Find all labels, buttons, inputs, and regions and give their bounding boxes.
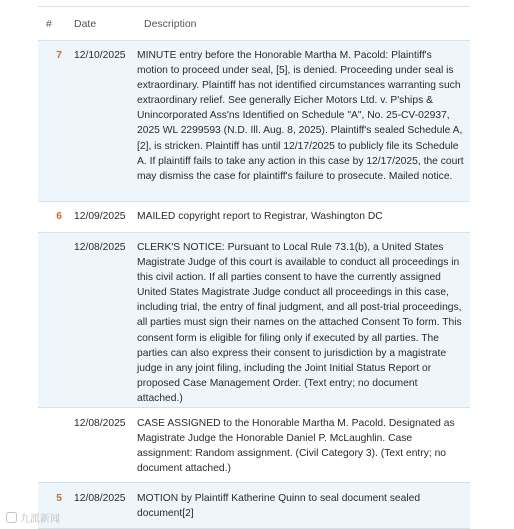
entry-number[interactable]: 5 xyxy=(56,493,62,504)
header-number: # xyxy=(46,17,52,30)
entry-date: 12/08/2025 xyxy=(74,493,126,504)
entry-date: 12/08/2025 xyxy=(74,242,126,253)
entry-date: 12/10/2025 xyxy=(74,50,126,61)
table-row xyxy=(38,408,470,483)
table-row xyxy=(38,202,470,233)
table-row xyxy=(38,233,470,408)
entry-number[interactable]: 7 xyxy=(56,50,62,61)
header-description: Description xyxy=(144,17,197,30)
entry-description: CASE ASSIGNED to the Honorable Martha M. Pacold. Designated as Magistrate Judge the Honorable Daniel P. McLaughlin. Case assignment: Random assignment. (Civil Category 3). (Text entry; no document attached.) xyxy=(137,418,455,475)
entry-description: MOTION by Plaintiff Katherine Quinn to seal document sealed document[2] xyxy=(137,493,421,520)
header-date: Date xyxy=(74,17,97,30)
entry-description: MINUTE entry before the Honorable Martha M. Pacold: Plaintiff's motion to proceed under seal, [5], is denied. Proceeding under seal is extraordinary. Plaintiff has not identified circumstances warranting such extraordinary relief. See generally Eicher Motors Ltd. v. P'ships & Unincorporated Ass'ns Identified on Schedule "A", No. 25-CV-02937, 2025 WL 2299593 (N.D. Ill. Aug. 8, 2025). Plaintiff's sealed Schedule A, [2], is stricken. Plaintiff has until 12/17/2025 to publicly file its Schedule A. If plaintiff fails to take any action in this case by 12/17/2025, the court may dismiss the case for plaintiff's failure to prosecute. Mailed notice. xyxy=(137,50,464,182)
table-row xyxy=(38,41,470,202)
entry-number[interactable]: 6 xyxy=(56,211,62,222)
table-header xyxy=(38,7,470,41)
table-row xyxy=(38,483,470,529)
watermark xyxy=(6,510,60,525)
entry-date: 12/08/2025 xyxy=(74,418,126,429)
docket-table xyxy=(38,6,470,529)
watermark-text: 九派新闻 xyxy=(20,514,60,525)
entry-description: CLERK'S NOTICE: Pursuant to Local Rule 73.1(b), a United States Magistrate Judge of this court is available to conduct all proceedings in this civil action. If all parties consent to have the currently assigned United States Magistrate Judge conduct all proceedings in this case, including trial, the entry of final judgment, and all post-trial proceedings, all parties must sign their names on the attached Consent To form. This consent form is eligible for filing only if executed by all parties. The parties can also express their consent to jurisdiction by a magistrate judge in any joint filing, including the Joint Initial Status Report or proposed Case Management Order. (Text entry; no document attached.) xyxy=(137,242,462,404)
entry-description: MAILED copyright report to Registrar, Washington DC xyxy=(137,211,383,222)
watermark-logo-icon xyxy=(6,512,17,523)
entry-date: 12/09/2025 xyxy=(74,211,126,222)
